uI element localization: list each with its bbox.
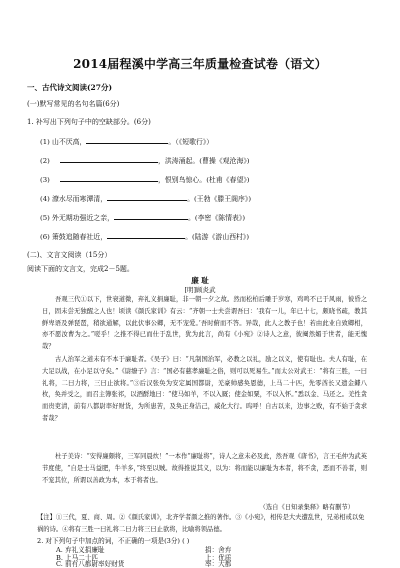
- answer-blank[interactable]: [107, 193, 187, 201]
- page-title: 2014届程溪中学高三年质量检查试卷（语文）: [73, 57, 327, 71]
- passage-author: [明]顾炎武: [184, 286, 216, 294]
- answer-blank[interactable]: [107, 231, 185, 239]
- fill-item-3: (3) ，恨别鸟惊心。(杜甫《春望》): [40, 176, 250, 184]
- fill-item-6: (6) 箫鼓追随春社近， 。(陆游《游山西村》): [40, 233, 250, 241]
- answer-blank[interactable]: [60, 174, 158, 182]
- option-b[interactable]: B. 上马二十匹: [56, 554, 99, 562]
- option-a[interactable]: A. 弃礼义捐廉耻: [56, 546, 105, 554]
- option-b-gloss: 上：优质: [205, 554, 232, 562]
- fill-item-1: (1) 山不厌高， 。（《短歌行》）: [40, 138, 214, 146]
- question-instruction: 1. 补写出下列句子中的空缺部分。(6分): [27, 118, 151, 126]
- section-heading: 一、古代诗文阅读(27分): [27, 83, 113, 92]
- option-c[interactable]: C. 前有八都尉率好财货: [56, 560, 125, 568]
- option-c-gloss: 率：大都: [205, 560, 232, 568]
- option-a-gloss: 捐：舍弃: [205, 546, 232, 554]
- passage-paragraph: 吾观三代①以下，世衰道微，弃礼义捐廉耻，非一朝一夕之故。然而松柏后雕于岁寒，鸡鸣不已于风雨，彼昏之日，固未尝无独醒之人也！顷读《颜氏家训》有云：“齐朝一士夫尝谓吾曰：‘我有一儿，年已十七，颇晓书疏，教其鲜卑语及弹琵琶，稍欲通解，以此伏事公卿，无不宠爱。’吾时俯而不答。异哉，此人之教子也！若由此业自致卿相，亦不愿汝曹为之。”嗟乎！之推不得已而仕于乱世，犹为此言，尚有《小宛》②诗人之意，彼阉然媚于世者，能无愧哉？: [42, 296, 367, 351]
- answer-blank[interactable]: [60, 155, 158, 163]
- question-stem: 2. 对下列句子中加点的词，不正确的一项是(3分) ( ): [37, 537, 190, 545]
- annotation-note: 【注】①三代，夏、商、周。②《颜氏家训》，北齐学者颜之推的著作。③《小宛》，相传是大夫遭乱世，兄弟相戒以免祸的诗。④将有三胜一曰礼将二曰力将三曰止欲将，比喻将领品德。: [37, 514, 365, 533]
- fill-item-4: (4) 潦水尽而寒潭清， 。(王勃《滕王阁序》): [40, 195, 252, 203]
- part-heading: (一)默写常见的名句名篇(6分): [27, 100, 120, 108]
- answer-blank[interactable]: [114, 212, 188, 220]
- answer-blank[interactable]: [86, 136, 168, 144]
- fill-item-2: (2) ，洪涛涌起。(曹操《观沧海》): [40, 157, 250, 165]
- question-instruction: 阅读下面的文言文，完成2－5题。: [27, 265, 134, 273]
- fill-item-5: (5) 外无期功强近之亲， 。(李密《陈情表》): [40, 214, 246, 222]
- part-heading: (二)、文言文阅读（15分）: [27, 251, 112, 259]
- passage-title: 廉 耻: [191, 276, 209, 285]
- passage-paragraph: 杜子美诗：“安得廉颇将，三军同晨炊！”一本作“廉耻将”，诗人之意未必及此，然吾观《唐书》，言王毛仲为武英节度使，“自是士马益肥，牛羊多，”终至以贼。故得推说其义，以为：将而能以廉耻为本者，将不贪，恶而不善者，则不宠其位，所谓以善政为本，本于将者也。: [42, 453, 367, 484]
- passage-source: （选自《日知录集释》略有删节）: [259, 504, 354, 511]
- passage-paragraph: 古人治军之道未有不本于廉耻者。《吴子》曰：“凡制国治军，必教之以礼，励之以义，使有耻也。夫人有耻，在大足以战，在小足以守矣。”《尉缭子》言：“国必有慈孝廉耻之俗，则可以死易生。”而太公对武王：“将有三胜，一曰礼将，二曰力将，三曰止欲将。”③后汉张奂为安定属国都尉，羌豪帅感奂恩德，上马二十匹，先零酋长又遗金鐻八枚，奂并受之，而召主簿张祁，以酒酹地曰：“使马如羊，不以入厩；使金如粟，不以入怀。”悉以金、马还之。羌性贪而贵吏清，前有八都尉率好财货，为所患苦，及奂正身洁己，威化大行。呜呼！自古以来，边事之败，有不始于贪求者哉？: [42, 356, 367, 422]
